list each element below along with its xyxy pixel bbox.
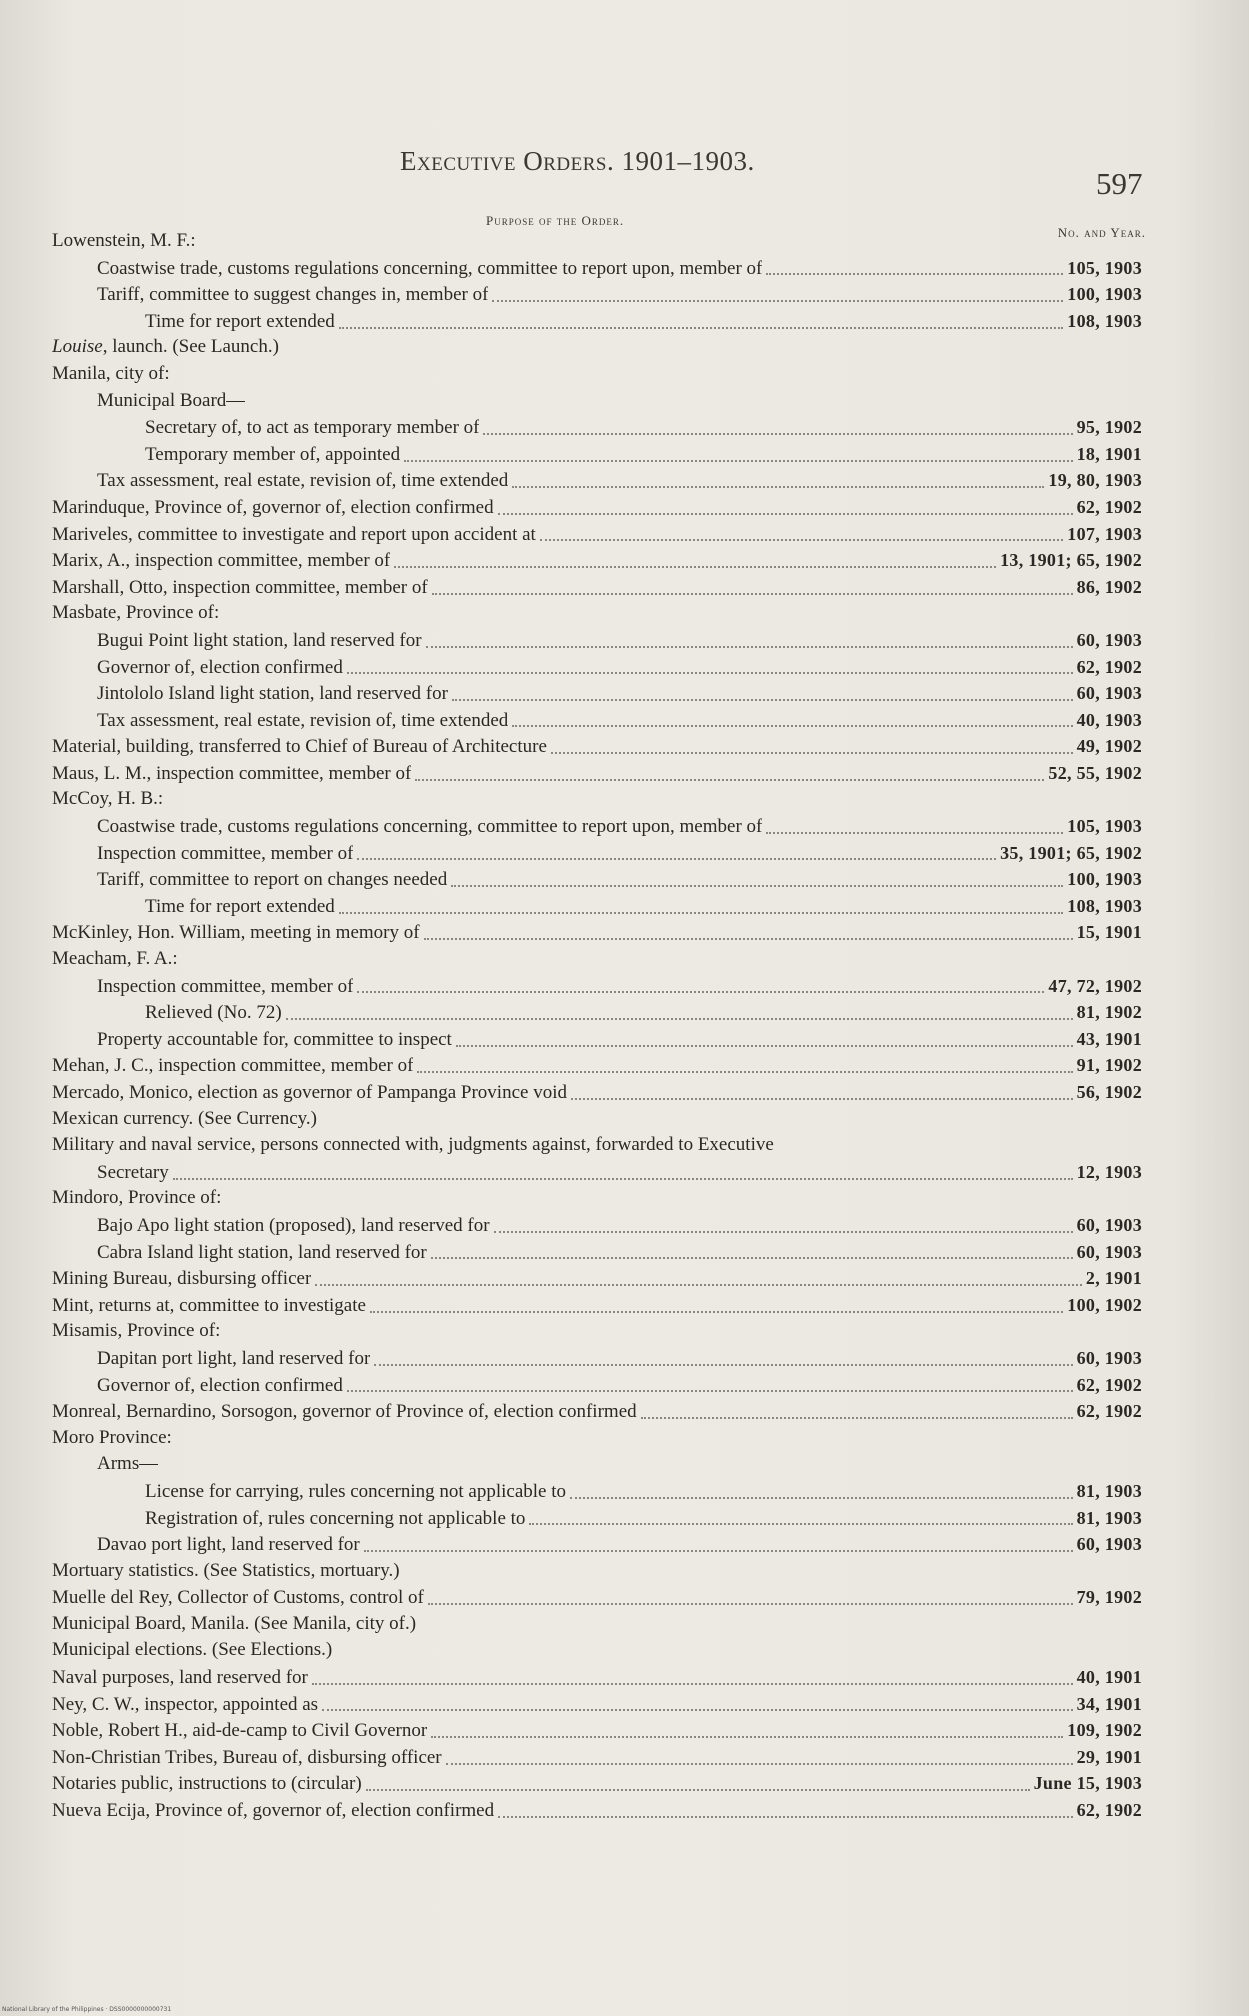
entry-text: Marix, A., inspection committee, member of xyxy=(52,550,391,572)
index-entry xyxy=(52,334,1142,361)
entry-order-ref: June 15, 1903 xyxy=(1033,1773,1142,1794)
dot-leader xyxy=(417,1070,1072,1073)
entry-text: Masbate, Province of: xyxy=(52,602,220,624)
entry-order-ref: 62, 1902 xyxy=(1076,496,1142,517)
dot-leader xyxy=(431,1735,1063,1738)
dot-leader xyxy=(428,1602,1073,1605)
index-entry xyxy=(52,1132,1142,1159)
entry-order-ref: 86, 1902 xyxy=(1076,576,1142,597)
entry-text: McKinley, Hon. William, meeting in memory of xyxy=(52,922,420,944)
index-entry xyxy=(52,786,1142,813)
index-entry xyxy=(52,547,1142,574)
index-entry xyxy=(52,308,1142,335)
entry-order-ref: 108, 1903 xyxy=(1067,310,1142,331)
dot-leader xyxy=(339,911,1064,914)
entry-text: Relieved (No. 72) xyxy=(145,1002,282,1024)
entry-order-ref: 13, 1901; 65, 1902 xyxy=(1000,550,1142,571)
entry-order-ref: 79, 1902 xyxy=(1076,1587,1142,1608)
dot-leader xyxy=(322,1708,1073,1711)
entry-text: Time for report extended xyxy=(145,310,335,332)
entry-order-ref: 108, 1903 xyxy=(1067,895,1142,916)
index-entry xyxy=(52,281,1142,308)
entry-text: Municipal elections. (See Elections.) xyxy=(52,1639,333,1661)
entry-text: Inspection committee, member of xyxy=(97,842,354,864)
index-entry xyxy=(52,441,1142,468)
index-entry xyxy=(52,1584,1142,1611)
entry-text: Misamis, Province of: xyxy=(52,1320,221,1342)
entry-order-ref: 100, 1903 xyxy=(1067,869,1142,890)
index-entry xyxy=(52,1664,1142,1691)
index-entry xyxy=(52,1106,1142,1133)
dot-leader xyxy=(766,831,1063,834)
entry-text: Registration of, rules concerning not applicable to xyxy=(145,1507,526,1529)
index-entry xyxy=(52,973,1142,1000)
index-list xyxy=(52,228,1142,1824)
entry-text: Coastwise trade, customs regulations concerning, committee to report upon, member of xyxy=(97,816,763,838)
entry-order-ref: 62, 1902 xyxy=(1076,1800,1142,1821)
index-entry xyxy=(52,1558,1142,1585)
running-title: Executive Orders. 1901–1903. xyxy=(400,146,755,176)
entry-text: Tariff, committee to suggest changes in, member of xyxy=(97,284,489,306)
page-number: 597 xyxy=(1096,166,1143,201)
index-entry xyxy=(52,1611,1142,1638)
entry-text: Coastwise trade, customs regulations concerning, committee to report upon, member of xyxy=(97,257,763,279)
index-entry xyxy=(52,946,1142,973)
dot-leader xyxy=(424,937,1073,940)
page-header xyxy=(0,146,1249,201)
dot-leader xyxy=(312,1682,1073,1685)
entry-text: Mint, returns at, committee to investigate xyxy=(52,1294,366,1316)
index-entry xyxy=(52,1797,1142,1824)
entry-text: Marinduque, Province of, governor of, election confirmed xyxy=(52,496,494,518)
entry-order-ref: 35, 1901; 65, 1902 xyxy=(1000,842,1142,863)
dot-leader xyxy=(492,299,1063,302)
entry-text: Meacham, F. A.: xyxy=(52,948,178,970)
index-entry xyxy=(52,1079,1142,1106)
dot-leader xyxy=(498,512,1073,515)
entry-order-ref: 43, 1901 xyxy=(1076,1028,1142,1049)
entry-text: Secretary of, to act as temporary member of xyxy=(145,417,480,439)
entry-text: Cabra Island light station, land reserved for xyxy=(97,1241,427,1263)
dot-leader xyxy=(357,857,996,860)
entry-text: Notaries public, instructions to (circular) xyxy=(52,1773,362,1795)
dot-leader xyxy=(370,1310,1063,1313)
dot-leader xyxy=(540,538,1063,541)
dot-leader xyxy=(498,1815,1072,1818)
column-heading-purpose: Purpose of the Order. xyxy=(486,213,625,228)
index-entry xyxy=(52,1637,1142,1664)
dot-leader xyxy=(446,1762,1073,1765)
index-entry xyxy=(52,999,1142,1026)
entry-text: Lowenstein, M. F.: xyxy=(52,230,196,251)
entry-text: Mindoro, Province of: xyxy=(52,1187,222,1209)
entry-text: Mining Bureau, disbursing officer xyxy=(52,1268,312,1290)
entry-text: Non-Christian Tribes, Bureau of, disbursing officer xyxy=(52,1746,442,1768)
entry-text: Monreal, Bernardino, Sorsogon, governor of Province of, election confirmed xyxy=(52,1401,637,1423)
entry-text: Mortuary statistics. (See Statistics, mortuary.) xyxy=(52,1559,400,1581)
index-entry xyxy=(52,627,1142,654)
index-entry xyxy=(52,1478,1142,1505)
dot-leader xyxy=(339,326,1064,329)
entry-order-ref: 105, 1903 xyxy=(1067,257,1142,278)
index-entry xyxy=(52,760,1142,787)
index-entry xyxy=(52,919,1142,946)
dot-leader xyxy=(641,1416,1073,1419)
dot-leader xyxy=(426,645,1073,648)
index-entry xyxy=(52,255,1142,282)
dot-leader xyxy=(374,1363,1072,1366)
dot-leader xyxy=(456,1044,1073,1047)
entry-text: Governor of, election confirmed xyxy=(97,656,343,678)
entry-text: Temporary member of, appointed xyxy=(145,443,401,465)
entry-text: Property accountable for, committee to inspect xyxy=(97,1028,452,1050)
index-entry xyxy=(52,707,1142,734)
index-entry xyxy=(52,1185,1142,1212)
index-entry xyxy=(52,840,1142,867)
entry-order-ref: 47, 72, 1902 xyxy=(1048,975,1142,996)
entry-text: Marshall, Otto, inspection committee, member of xyxy=(52,576,428,598)
index-entry xyxy=(52,1318,1142,1345)
index-entry xyxy=(52,1770,1142,1797)
index-entry xyxy=(52,866,1142,893)
index-entry xyxy=(52,1265,1142,1292)
entry-text: Material, building, transferred to Chief of Bureau of Architecture xyxy=(52,736,547,758)
dot-leader xyxy=(364,1549,1073,1552)
entry-text: Naval purposes, land reserved for xyxy=(52,1667,308,1689)
index-entry xyxy=(52,1052,1142,1079)
entry-text: Nueva Ecija, Province of, governor of, election confirmed xyxy=(52,1800,495,1822)
dot-leader xyxy=(366,1788,1030,1791)
index-entry xyxy=(52,494,1142,521)
index-entry xyxy=(52,1505,1142,1532)
dot-leader xyxy=(512,485,1044,488)
index-entry xyxy=(52,1212,1142,1239)
entry-text: Time for report extended xyxy=(145,895,335,917)
entry-text: Bajo Apo light station (proposed), land reserved for xyxy=(97,1214,490,1236)
entry-order-ref: 15, 1901 xyxy=(1076,922,1142,943)
entry-order-ref: 56, 1902 xyxy=(1076,1082,1142,1102)
entry-text: Ney, C. W., inspector, appointed as xyxy=(52,1693,319,1715)
entry-order-ref: 62, 1902 xyxy=(1076,1374,1142,1395)
entry-order-ref: 100, 1903 xyxy=(1067,284,1142,305)
dot-leader xyxy=(415,778,1044,781)
entry-order-ref: 81, 1902 xyxy=(1076,1002,1142,1023)
entry-text: Arms— xyxy=(97,1453,159,1475)
dot-leader xyxy=(571,1097,1073,1100)
entry-order-ref: 100, 1902 xyxy=(1067,1294,1142,1315)
entry-text: Tax assessment, real estate, revision of, time extended xyxy=(97,470,509,492)
dot-leader xyxy=(570,1496,1073,1499)
entry-order-ref: 19, 80, 1903 xyxy=(1048,470,1142,491)
entry-text: License for carrying, rules concerning not applicable to xyxy=(145,1480,566,1502)
entry-order-ref: 60, 1903 xyxy=(1076,683,1142,704)
entry-order-ref: 18, 1901 xyxy=(1076,443,1142,464)
entry-order-ref: 49, 1902 xyxy=(1076,736,1142,757)
entry-order-ref: 29, 1901 xyxy=(1076,1746,1142,1767)
entry-text: Governor of, election confirmed xyxy=(97,1374,343,1396)
entry-text: Inspection committee, member of xyxy=(97,975,354,997)
entry-text: Louise, launch. (See Launch.) xyxy=(52,336,279,358)
dot-leader xyxy=(551,751,1073,754)
entry-text: Noble, Robert H., aid-de-camp to Civil Governor xyxy=(52,1720,428,1742)
dot-leader xyxy=(766,272,1063,275)
dot-leader xyxy=(394,565,996,568)
dot-leader xyxy=(357,990,1044,993)
entry-order-ref: 60, 1903 xyxy=(1076,1347,1142,1368)
index-entry xyxy=(52,813,1142,840)
entry-text: Bugui Point light station, land reserved for xyxy=(97,629,422,651)
index-entry xyxy=(52,414,1142,441)
scan-stamp: National Library of the Philippines · DSS0000000000731 xyxy=(2,2006,172,2013)
index-entry xyxy=(52,361,1142,388)
dot-leader xyxy=(529,1522,1072,1525)
index-entry xyxy=(52,228,1142,255)
dot-leader xyxy=(404,459,1073,462)
entry-text: Military and naval service, persons connected with, judgments against, forwarded to Executive xyxy=(52,1134,774,1156)
entry-text: Municipal Board— xyxy=(97,389,246,411)
entry-order-ref: 91, 1902 xyxy=(1076,1055,1142,1076)
entry-text: Mehan, J. C., inspection committee, member of xyxy=(52,1055,414,1077)
index-entry xyxy=(52,467,1142,494)
entry-text: Mercado, Monico, election as governor of Pampanga Province void xyxy=(52,1082,567,1103)
dot-leader xyxy=(286,1017,1073,1020)
entry-text: Mariveles, committee to investigate and report upon accident at xyxy=(52,523,536,545)
index-entry xyxy=(52,1026,1142,1053)
entry-order-ref: 2, 1901 xyxy=(1085,1268,1142,1289)
index-entry xyxy=(52,1372,1142,1399)
entry-order-ref: 105, 1903 xyxy=(1067,816,1142,837)
dot-leader xyxy=(173,1177,1073,1180)
dot-leader xyxy=(347,671,1073,674)
entry-order-ref: 34, 1901 xyxy=(1076,1693,1142,1714)
dot-leader xyxy=(432,592,1073,595)
entry-order-ref: 62, 1902 xyxy=(1076,1401,1142,1422)
entry-order-ref: 52, 55, 1902 xyxy=(1048,762,1142,783)
index-entry xyxy=(52,1691,1142,1718)
entry-order-ref: 107, 1903 xyxy=(1067,523,1142,544)
dot-leader xyxy=(494,1230,1073,1233)
entry-order-ref: 40, 1903 xyxy=(1076,709,1142,730)
entry-text: Secretary xyxy=(97,1161,169,1183)
entry-text: Tax assessment, real estate, revision of, time extended xyxy=(97,709,509,731)
index-entry xyxy=(52,893,1142,920)
index-entry xyxy=(52,574,1142,601)
entry-order-ref: 62, 1902 xyxy=(1076,656,1142,677)
entry-order-ref: 81, 1903 xyxy=(1076,1480,1142,1501)
index-entry xyxy=(52,600,1142,627)
entry-text: Dapitan port light, land reserved for xyxy=(97,1347,371,1369)
entry-order-ref: 12, 1903 xyxy=(1076,1161,1142,1182)
dot-leader xyxy=(431,1256,1073,1259)
index-entry xyxy=(52,1744,1142,1771)
dot-leader xyxy=(512,724,1072,727)
entry-text: Jintololo Island light station, land reserved for xyxy=(97,683,448,705)
entry-order-ref: 81, 1903 xyxy=(1076,1507,1142,1528)
entry-order-ref: 40, 1901 xyxy=(1076,1667,1142,1688)
index-entry xyxy=(52,1451,1142,1478)
dot-leader xyxy=(483,432,1072,435)
dot-leader xyxy=(451,884,1063,887)
index-entry xyxy=(52,1717,1142,1744)
index-entry xyxy=(52,1531,1142,1558)
index-entry xyxy=(52,654,1142,681)
entry-text: Municipal Board, Manila. (See Manila, city of.) xyxy=(52,1612,417,1634)
index-entry xyxy=(52,1239,1142,1266)
column-heading-number: No. and Year. xyxy=(1057,225,1146,240)
index-entry xyxy=(52,733,1142,760)
entry-text: Muelle del Rey, Collector of Customs, control of xyxy=(52,1587,424,1609)
entry-order-ref: 95, 1902 xyxy=(1076,417,1142,438)
entry-text: Maus, L. M., inspection committee, member of xyxy=(52,762,412,784)
index-entry xyxy=(52,1398,1142,1425)
entry-text: Tariff, committee to report on changes needed xyxy=(97,869,448,891)
entry-text: Moro Province: xyxy=(52,1426,172,1448)
entry-order-ref: 60, 1903 xyxy=(1076,629,1142,650)
entry-text: McCoy, H. B.: xyxy=(52,788,164,810)
entry-order-ref: 109, 1902 xyxy=(1067,1720,1142,1741)
index-entry xyxy=(52,521,1142,548)
entry-text: Manila, city of: xyxy=(52,362,170,384)
index-entry xyxy=(52,1292,1142,1319)
entry-order-ref: 60, 1903 xyxy=(1076,1241,1142,1262)
dot-leader xyxy=(315,1283,1082,1286)
index-entry xyxy=(52,388,1142,415)
index-entry xyxy=(52,680,1142,707)
index-entry xyxy=(52,1159,1142,1186)
dot-leader xyxy=(452,698,1073,701)
index-entry xyxy=(52,1345,1142,1372)
entry-text: Davao port light, land reserved for xyxy=(97,1534,360,1556)
dot-leader xyxy=(347,1389,1073,1392)
index-entry xyxy=(52,1425,1142,1452)
entry-order-ref: 60, 1903 xyxy=(1076,1214,1142,1235)
entry-text: Mexican currency. (See Currency.) xyxy=(52,1107,317,1129)
entry-order-ref: 60, 1903 xyxy=(1076,1534,1142,1555)
